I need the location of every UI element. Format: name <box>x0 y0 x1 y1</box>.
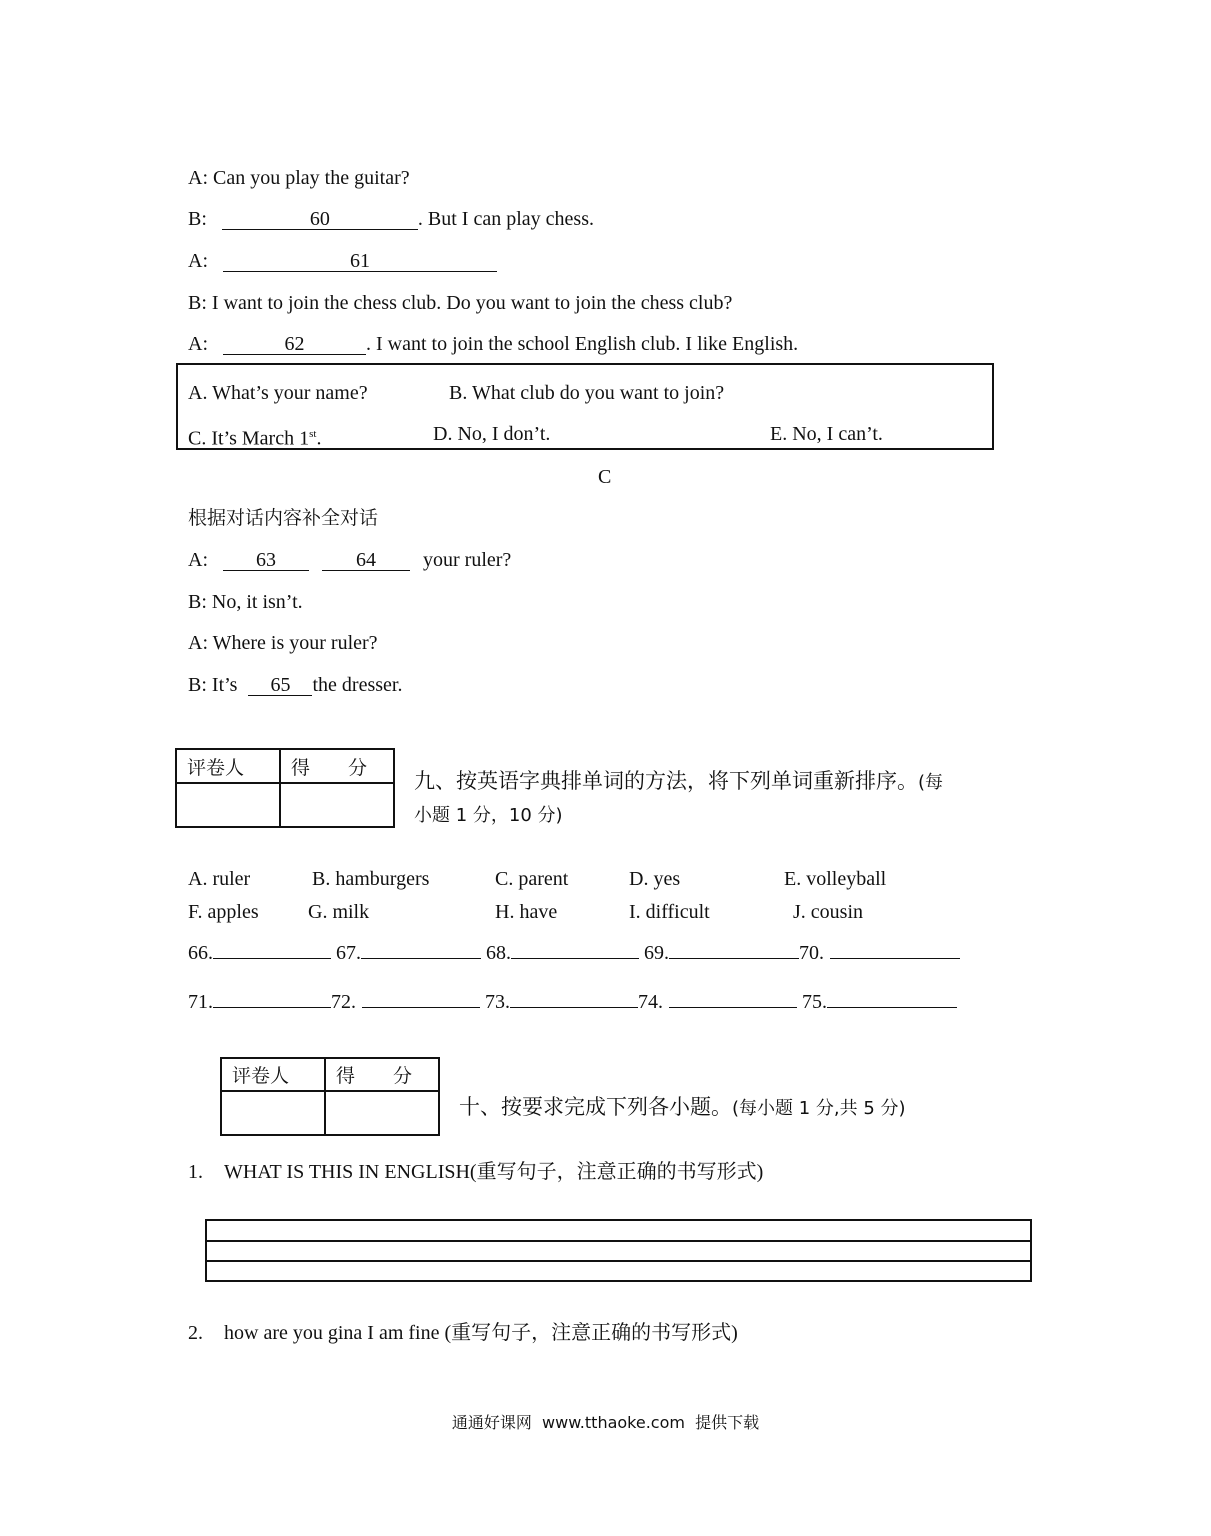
section-c-line-1 <box>188 548 511 572</box>
section-9-title <box>414 764 943 800</box>
dialogue-text: Where is your ruler? <box>212 632 378 654</box>
word-f: F. apples <box>188 901 259 923</box>
word-b: B. hamburgers <box>312 868 430 890</box>
answer-number: 71. <box>188 991 213 1013</box>
question-text: how are you gina I am fine (重写句子，注意正确的书写形式) <box>224 1322 738 1344</box>
dialogue-text: . I want to join the school English club. I like English. <box>366 333 799 355</box>
writing-line <box>207 1260 1030 1262</box>
speaker: A: <box>188 250 208 272</box>
option-a: A. What’s your name? <box>188 382 368 404</box>
answer-blank[interactable] <box>361 958 481 959</box>
dialogue-text: No, it isn’t. <box>211 591 303 613</box>
section-c-line-4 <box>188 673 402 697</box>
question-1 <box>188 1160 763 1184</box>
score-cell[interactable] <box>325 1091 439 1135</box>
section-9-title-text: 九、按英语字典排单词的方法，将下列单词重新排序。 <box>414 769 918 793</box>
option-e: E. No, I can’t. <box>770 423 883 445</box>
answer-blank[interactable] <box>213 1007 331 1008</box>
dialogue-text: It’s <box>211 674 238 696</box>
score-label: 得 分 <box>280 749 394 783</box>
word-h: H. have <box>495 901 558 923</box>
answer-number: 68. <box>486 942 511 964</box>
dialogue-line-5 <box>188 332 798 356</box>
section-10-title-text: 十、按要求完成下列各小题。 <box>459 1095 732 1119</box>
section-c-heading: C <box>598 466 612 488</box>
speaker: B: <box>188 674 207 696</box>
dialogue-text: . But I can play chess. <box>417 208 594 230</box>
answer-number: 72. <box>331 991 356 1013</box>
dialogue-text: your ruler? <box>423 549 512 571</box>
section-10-title <box>459 1090 906 1126</box>
answer-blank-60[interactable]: 60 <box>222 209 418 230</box>
word-g: G. milk <box>308 901 370 923</box>
dialogue-line-3 <box>188 249 497 273</box>
score-label: 得 分 <box>325 1058 439 1091</box>
option-c-text: C. It’s March 1 <box>188 427 310 450</box>
speaker: B: <box>188 208 207 230</box>
dialogue-line-1 <box>188 166 410 190</box>
answer-blank[interactable] <box>669 1007 797 1008</box>
speaker: A: <box>188 549 208 571</box>
answer-number: 74. <box>638 991 663 1013</box>
question-number: 1. <box>188 1161 203 1183</box>
reviewer-label: 评卷人 <box>221 1058 325 1091</box>
answer-number: 75. <box>802 991 827 1013</box>
option-d: D. No, I don’t. <box>433 423 551 445</box>
options-box <box>176 363 994 450</box>
reviewer-cell[interactable] <box>176 783 280 827</box>
answer-blank-65[interactable]: 65 <box>248 675 312 696</box>
answer-blank-61[interactable]: 61 <box>223 251 497 272</box>
answer-blank[interactable] <box>511 958 639 959</box>
word-a: A. ruler <box>188 868 251 890</box>
answer-number: 67. <box>336 942 361 964</box>
option-b: B. What club do you want to join? <box>449 382 725 404</box>
footer-text: 通通好课网 www.tthaoke.com 提供下载 <box>451 1413 760 1432</box>
word-j: J. cousin <box>793 901 863 923</box>
section-9-note-2: 小题 1 分，10 分) <box>414 805 563 826</box>
answer-blank[interactable] <box>669 958 799 959</box>
answer-blank[interactable] <box>827 1007 957 1008</box>
section-c-instruction: 根据对话内容补全对话 <box>188 507 379 529</box>
word-d: D. yes <box>629 868 681 890</box>
dialogue-text: the dresser. <box>312 674 403 696</box>
question-text: WHAT IS THIS IN ENGLISH(重写句子，注意正确的书写形式) <box>224 1161 764 1183</box>
option-c <box>188 422 321 451</box>
answer-number: 66. <box>188 942 213 964</box>
answer-blank[interactable] <box>510 1007 638 1008</box>
dialogue-line-2 <box>188 207 594 231</box>
word-i: I. difficult <box>629 901 710 923</box>
speaker: B: <box>188 292 207 314</box>
question-number: 2. <box>188 1322 203 1344</box>
word-e: E. volleyball <box>784 868 887 890</box>
speaker: B: <box>188 591 207 613</box>
grader-table-9 <box>175 748 395 828</box>
speaker: A: <box>188 167 208 189</box>
section-9-note <box>414 797 563 833</box>
option-c-end: . <box>316 427 322 450</box>
writing-line <box>207 1240 1030 1242</box>
dialogue-text: I want to join the chess club. Do you want to join the chess club? <box>211 292 733 314</box>
answer-number: 73. <box>485 991 510 1013</box>
speaker: A: <box>188 632 208 654</box>
answer-blank[interactable] <box>213 958 331 959</box>
section-c-line-3 <box>188 631 378 655</box>
answer-blank[interactable] <box>362 1007 480 1008</box>
reviewer-label: 评卷人 <box>176 749 280 783</box>
answer-blank-64[interactable]: 64 <box>322 550 410 571</box>
answer-number: 70. <box>799 942 824 964</box>
grader-table-10 <box>220 1057 440 1136</box>
question-2 <box>188 1321 738 1345</box>
answer-blank[interactable] <box>830 958 960 959</box>
section-9-note-1: (每 <box>918 772 944 793</box>
section-10-note: (每小题 1 分,共 5 分) <box>732 1098 906 1119</box>
answer-row-2 <box>188 990 957 1014</box>
speaker: A: <box>188 333 208 355</box>
answer-row-1 <box>188 941 960 965</box>
dialogue-line-4 <box>188 291 732 315</box>
section-c-line-2 <box>188 590 303 614</box>
reviewer-cell[interactable] <box>221 1091 325 1135</box>
score-cell[interactable] <box>280 783 394 827</box>
option-c-superscript: st <box>309 428 317 440</box>
answer-blank-63[interactable]: 63 <box>223 550 309 571</box>
writing-lines-box[interactable] <box>205 1219 1032 1282</box>
answer-number: 69. <box>644 942 669 964</box>
word-c: C. parent <box>495 868 569 890</box>
answer-blank-62[interactable]: 62 <box>223 334 366 355</box>
dialogue-text: Can you play the guitar? <box>213 167 410 189</box>
